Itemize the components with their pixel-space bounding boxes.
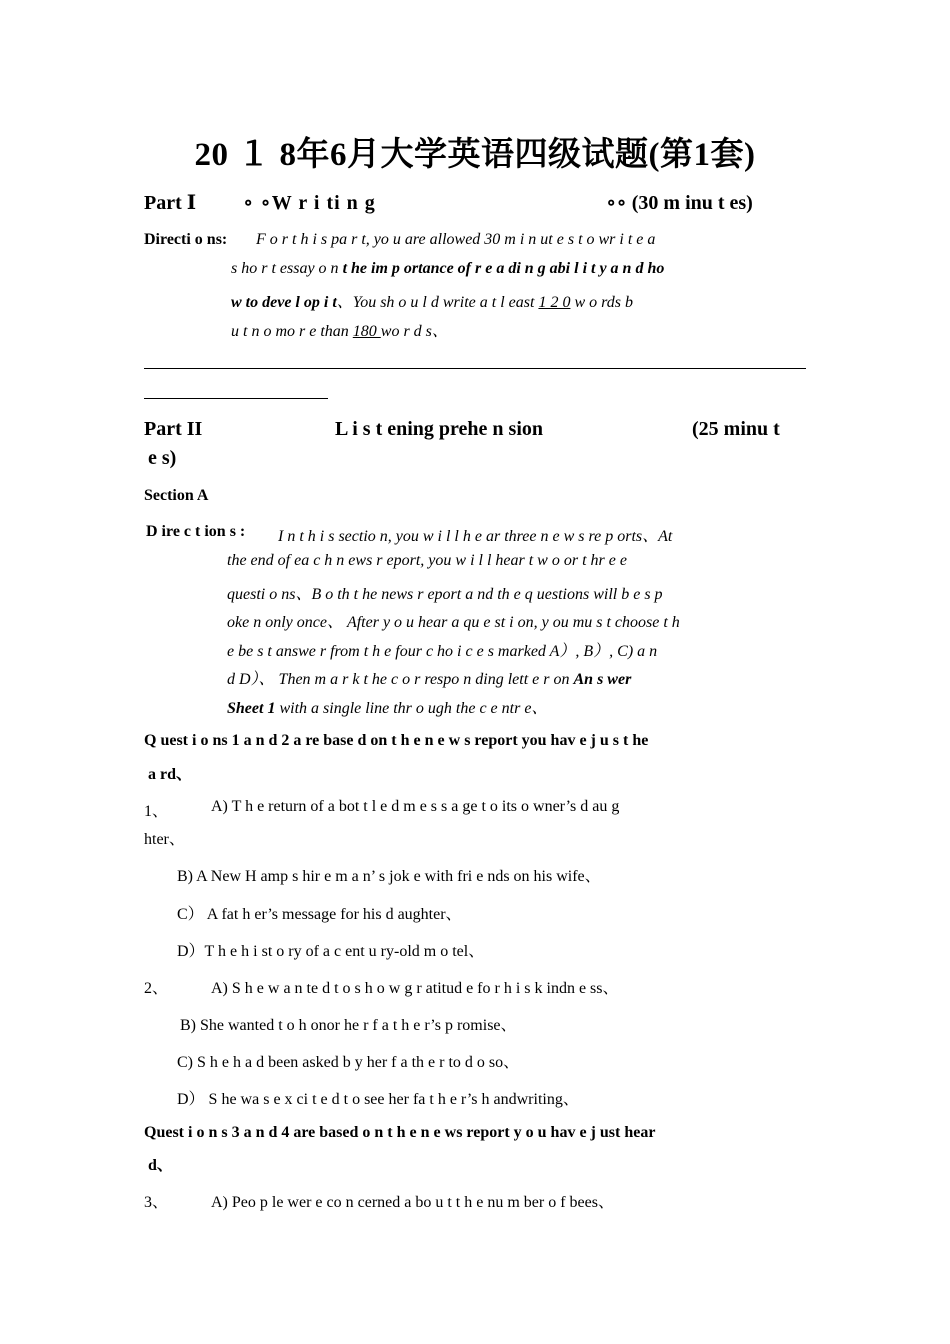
part2-label: Part II bbox=[144, 418, 203, 440]
part2-directions-line-7 bbox=[227, 695, 547, 718]
part1-dir-text: wo r d s、 bbox=[380, 323, 448, 340]
part2-dir-text: d D）、 Then m a r k t he c o r respo n ding lett e r on bbox=[227, 671, 574, 688]
part2-directions-line-6 bbox=[227, 666, 631, 689]
essay-topic: t he im p ortance of r e a di n g abi l i t y a n d ho bbox=[342, 260, 665, 277]
part2-directions-line-5: e be s t answe r from t h e four c ho i c e s marked A）, B）, C) a n bbox=[227, 643, 658, 660]
part2-name: L i s t ening prehe n sion bbox=[335, 418, 544, 440]
part1-label: Part Ⅰ bbox=[144, 192, 197, 214]
part2-directions-label: D ire c t ion s : bbox=[146, 523, 246, 540]
part2-dir-text: with a single line thr o ugh the c e ntr e、 bbox=[275, 700, 548, 717]
part1-directions-line-2 bbox=[231, 260, 664, 278]
part1-name: ∘ ∘W r i ti n g bbox=[243, 192, 376, 214]
part1-directions-line-1 bbox=[256, 231, 655, 249]
q1-option-a: A) T h e return of a bot t l e d m e s s a ge t o its o wner’s d au g bbox=[211, 798, 620, 815]
q1-option-b: B) A New H amp s hir e m a n’ s jok e with fri e nds on his wife、 bbox=[177, 868, 601, 885]
q1-option-c: C） A fat h er’s message for his d aughter、 bbox=[177, 906, 462, 923]
q1-option-d: D）T h e h i st o ry of a c ent u ry-old m o tel、 bbox=[177, 943, 485, 960]
answer-sheet-label-cont: Sheet 1 bbox=[227, 700, 276, 717]
q2-option-b: B) She wanted t o h onor he r f a t h e r’s p romise、 bbox=[180, 1017, 517, 1034]
section-a-label: Section A bbox=[144, 487, 209, 504]
part2-time: (25 minu t bbox=[692, 418, 780, 440]
q2-option-c: C) S h e h a d been asked b y her f a th e r to d o so、 bbox=[177, 1054, 520, 1071]
part1-directions-label: Directi o ns: bbox=[144, 231, 228, 248]
part2-directions-line-2: the end of ea c h n ews r eport, you w i l l hear t w o or t hr e e bbox=[227, 552, 627, 569]
q1-number: 1、 bbox=[144, 803, 169, 820]
part1-dir-text: w o rds b bbox=[570, 294, 633, 311]
answer-sheet-label: An s wer bbox=[573, 671, 632, 688]
q3-option-a: A) Peo p le wer e co n cerned a bo u t t h e nu m ber o f bees、 bbox=[211, 1194, 614, 1211]
q3-number: 3、 bbox=[144, 1194, 169, 1211]
divider-rule bbox=[144, 368, 806, 369]
part2-directions-line-1: I n t h i s sectio n, you w i l l h e ar three n e w s re p orts、At bbox=[278, 528, 673, 545]
q34-heading-line-1: Quest i o n s 3 a n d 4 are based o n t h e n e ws report y o u hav e j ust hear bbox=[144, 1124, 656, 1141]
divider-rule-short bbox=[144, 398, 328, 399]
q2-option-a: A) S h e w a n te d t o s h o w g r atitud e fo r h i s k indn e ss、 bbox=[211, 980, 619, 997]
part1-dir-text: 、You sh o u l d write a t l east bbox=[336, 294, 539, 311]
q12-heading-line-2: a rd、 bbox=[148, 766, 193, 783]
part1-time: ∘∘ (30 m inu t es) bbox=[606, 192, 753, 214]
q2-option-d: D） S he wa s e x ci t e d t o see her fa t h e r’s h andwriting、 bbox=[177, 1091, 579, 1108]
essay-topic-cont: w to deve l op i t bbox=[231, 294, 337, 311]
part2-directions-line-4: oke n only once、 After y o u hear a qu e st i on, y ou mu s t choose t h bbox=[227, 614, 680, 631]
q34-heading-line-2: d、 bbox=[148, 1157, 173, 1174]
q1-option-a-cont: hter、 bbox=[144, 831, 185, 848]
part2-time-cont: e s) bbox=[148, 447, 177, 469]
exam-title: 20 １ 8年6月大学英语四级试题(第1套) bbox=[194, 137, 756, 173]
part1-dir-text: s ho r t essay o n bbox=[231, 260, 343, 277]
part1-dir-text: u t n o mo r e than bbox=[231, 323, 353, 340]
q12-heading-line-1: Q uest i o ns 1 a n d 2 a re base d on t h e n e w s report you hav e j u s t he bbox=[144, 732, 649, 749]
part1-directions-line-3 bbox=[231, 289, 633, 312]
part1-directions-line-4 bbox=[231, 318, 448, 341]
part2-directions-line-3: questi o ns、B o th t he news r eport a nd th e q uestions will b e s p bbox=[227, 586, 663, 603]
q2-number: 2、 bbox=[144, 980, 169, 997]
part1-dir-text: F o r t h i s pa r t, yo u are allowed 30 m i n ut e s t o wr i t e a bbox=[256, 231, 656, 248]
word-max: 180 bbox=[352, 323, 381, 340]
word-min: 1 2 0 bbox=[538, 294, 571, 311]
